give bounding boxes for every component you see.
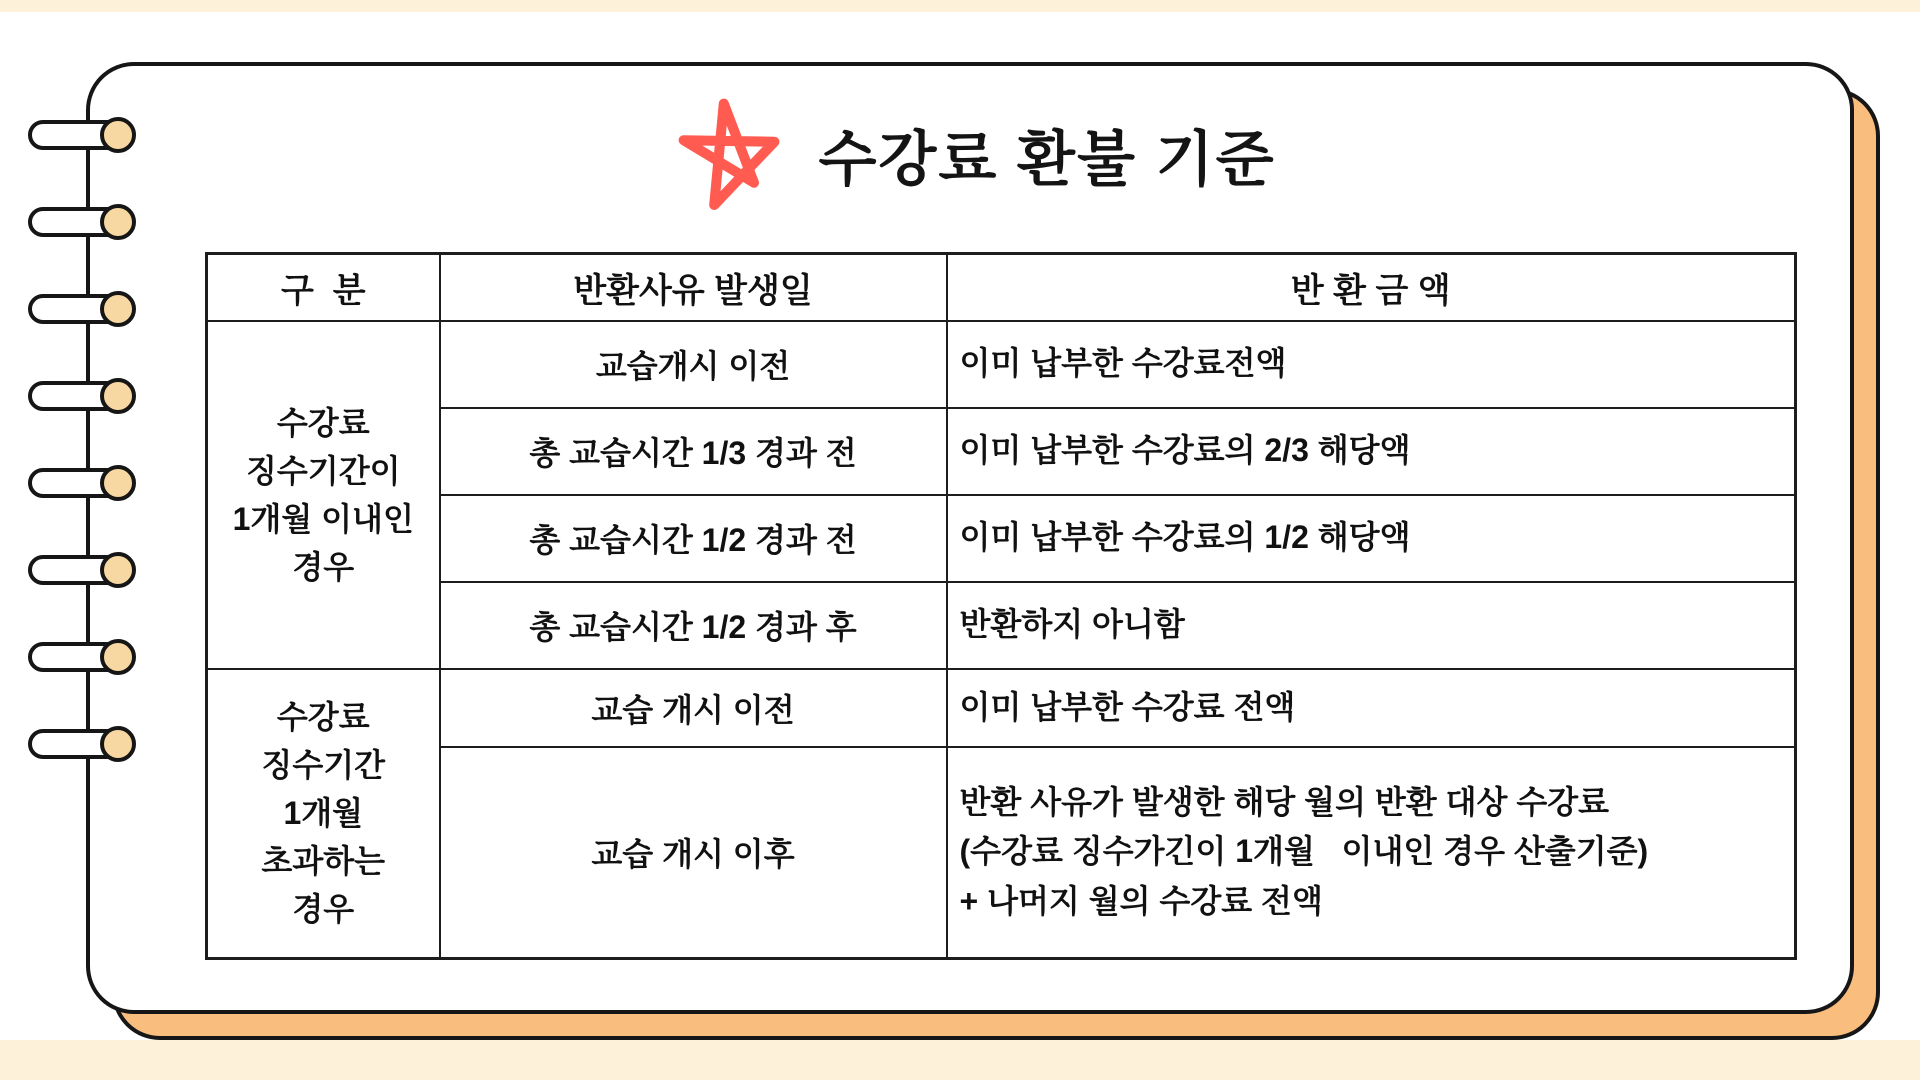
refund-table	[205, 252, 1797, 960]
table-row	[207, 495, 1796, 582]
binder-ring	[28, 468, 152, 498]
binder-ring	[28, 120, 152, 150]
event-date-cell: 총 교습시간 1/2 경과 전	[440, 495, 947, 582]
header-row	[207, 254, 1796, 321]
table-row	[207, 321, 1796, 408]
text-line: 경우	[292, 548, 355, 585]
text-line: 징수기간	[261, 747, 386, 784]
text-line: 1개월 이내인	[232, 500, 414, 537]
text-line: 징수기간이	[245, 452, 401, 489]
column-header: 반환사유 발생일	[440, 254, 947, 321]
page-title: 수강료 환불 기준	[818, 126, 1276, 193]
ring-knob	[100, 639, 136, 675]
event-date-cell: 교습 개시 이전	[440, 669, 947, 747]
text-line: + 나머지 월의 수강료 전액	[959, 883, 1323, 920]
text-line: 수강료	[276, 404, 370, 441]
bottom-cream-strip	[0, 1040, 1920, 1080]
event-date-cell: 총 교습시간 1/3 경과 전	[440, 408, 947, 495]
group-label-cell	[207, 321, 440, 669]
binder-ring	[28, 381, 152, 411]
text-line: (수강료 징수가긴이 1개월 이내인 경우 산출기준)	[959, 833, 1649, 870]
table-row	[207, 408, 1796, 495]
text-line: 이미 납부한 수강료전액	[959, 345, 1287, 382]
text-line: 1개월	[283, 795, 364, 832]
refund-amount-cell	[947, 408, 1796, 495]
page-title-row	[90, 90, 1858, 220]
refund-amount-cell	[947, 669, 1796, 747]
refund-amount-cell	[947, 321, 1796, 408]
text-line: 초과하는	[261, 843, 386, 880]
binder-ring	[28, 642, 152, 672]
table-row	[207, 747, 1796, 959]
text-line: 이미 납부한 수강료의 1/2 해당액	[959, 519, 1411, 556]
event-date-cell: 총 교습시간 1/2 경과 후	[440, 582, 947, 669]
table-row	[207, 582, 1796, 669]
star-icon	[672, 96, 790, 214]
ring-knob	[100, 465, 136, 501]
top-cream-strip	[0, 0, 1920, 12]
table-body	[207, 321, 1796, 959]
text-line: 이미 납부한 수강료 전액	[959, 688, 1296, 725]
group-label-cell	[207, 669, 440, 959]
text-line: 반환하지 아니함	[959, 606, 1185, 643]
binder-ring	[28, 294, 152, 324]
table-row	[207, 669, 1796, 747]
binder-ring	[28, 207, 152, 237]
event-date-cell: 교습개시 이전	[440, 321, 947, 408]
text-line: 반환 사유가 발생한 해당 월의 반환 대상 수강료	[959, 783, 1610, 820]
column-header: 구 분	[207, 254, 440, 321]
binder-ring	[28, 555, 152, 585]
ring-knob	[100, 291, 136, 327]
event-date-cell: 교습 개시 이후	[440, 747, 947, 959]
column-header: 반 환 금 액	[947, 254, 1796, 321]
refund-amount-cell	[947, 747, 1796, 959]
ring-knob	[100, 204, 136, 240]
text-line: 수강료	[276, 699, 370, 736]
refund-amount-cell	[947, 582, 1796, 669]
ring-knob	[100, 552, 136, 588]
text-line: 경우	[292, 891, 355, 928]
table-header	[207, 254, 1796, 321]
ring-knob	[100, 726, 136, 762]
ring-knob	[100, 378, 136, 414]
text-line: 이미 납부한 수강료의 2/3 해당액	[959, 432, 1411, 469]
refund-amount-cell	[947, 495, 1796, 582]
ring-knob	[100, 117, 136, 153]
notebook-page	[86, 62, 1854, 1014]
binder-ring	[28, 729, 152, 759]
